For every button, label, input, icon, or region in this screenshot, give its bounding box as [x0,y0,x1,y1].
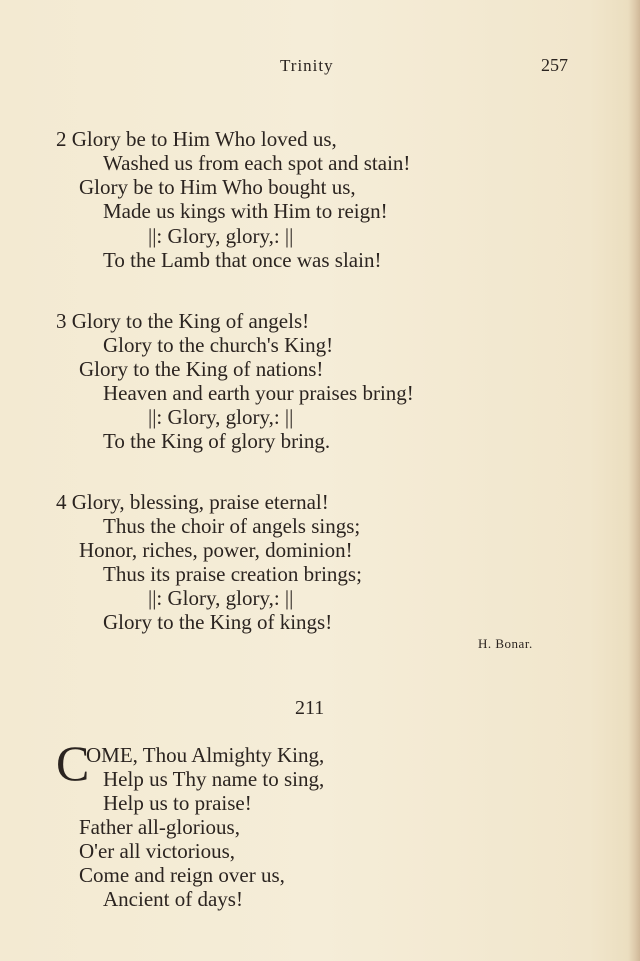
page-header-title: Trinity [280,56,334,75]
verse-3-line-3: Glory to the King of nations! [79,357,324,381]
verse-2-line-4: Made us kings with Him to reign! [103,199,388,223]
hymn-211-line-7: Ancient of days! [103,887,243,911]
verse-2-line-3: Glory be to Him Who bought us, [79,175,356,199]
verse-4-refrain: ||: Glory, glory,: || [148,586,294,610]
verse-3-line-4: Heaven and earth your praises bring! [103,381,414,405]
verse-3-refrain: ||: Glory, glory,: || [148,405,294,429]
hymn-211-line-5: O'er all victorious, [79,839,235,863]
verse-4-line-3: Honor, riches, power, dominion! [79,538,353,562]
verse-3-line-2: Glory to the church's King! [103,333,334,357]
hymn-211-line-2: Help us Thy name to sing, [103,767,325,791]
author-attribution: H. Bonar. [478,636,533,651]
hymn-211-line-3: Help us to praise! [103,791,252,815]
verse-4-line-2: Thus the choir of angels sings; [103,514,361,538]
verse-4-line-1: 4 Glory, blessing, praise eternal! [56,490,329,514]
hymn-211-line-1: OME, Thou Almighty King, [86,743,325,767]
verse-2-line-1: 2 Glory be to Him Who loved us, [56,127,337,151]
hymn-number: 211 [295,697,325,719]
verse-2-refrain: ||: Glory, glory,: || [148,224,294,248]
drop-cap: C [56,735,90,791]
verse-2-line-6: To the Lamb that once was slain! [103,248,382,272]
verse-3-line-6: To the King of glory bring. [103,429,331,453]
hymn-211-line-6: Come and reign over us, [79,863,285,887]
verse-4-line-6: Glory to the King of kings! [103,610,333,634]
hymn-211-line-4: Father all-glorious, [79,815,240,839]
verse-4-line-4: Thus its praise creation brings; [103,562,362,586]
page-edge [628,0,640,961]
page-number: 257 [541,55,568,75]
verse-3-line-1: 3 Glory to the King of angels! [56,309,310,333]
verse-2-line-2: Washed us from each spot and stain! [103,151,411,175]
